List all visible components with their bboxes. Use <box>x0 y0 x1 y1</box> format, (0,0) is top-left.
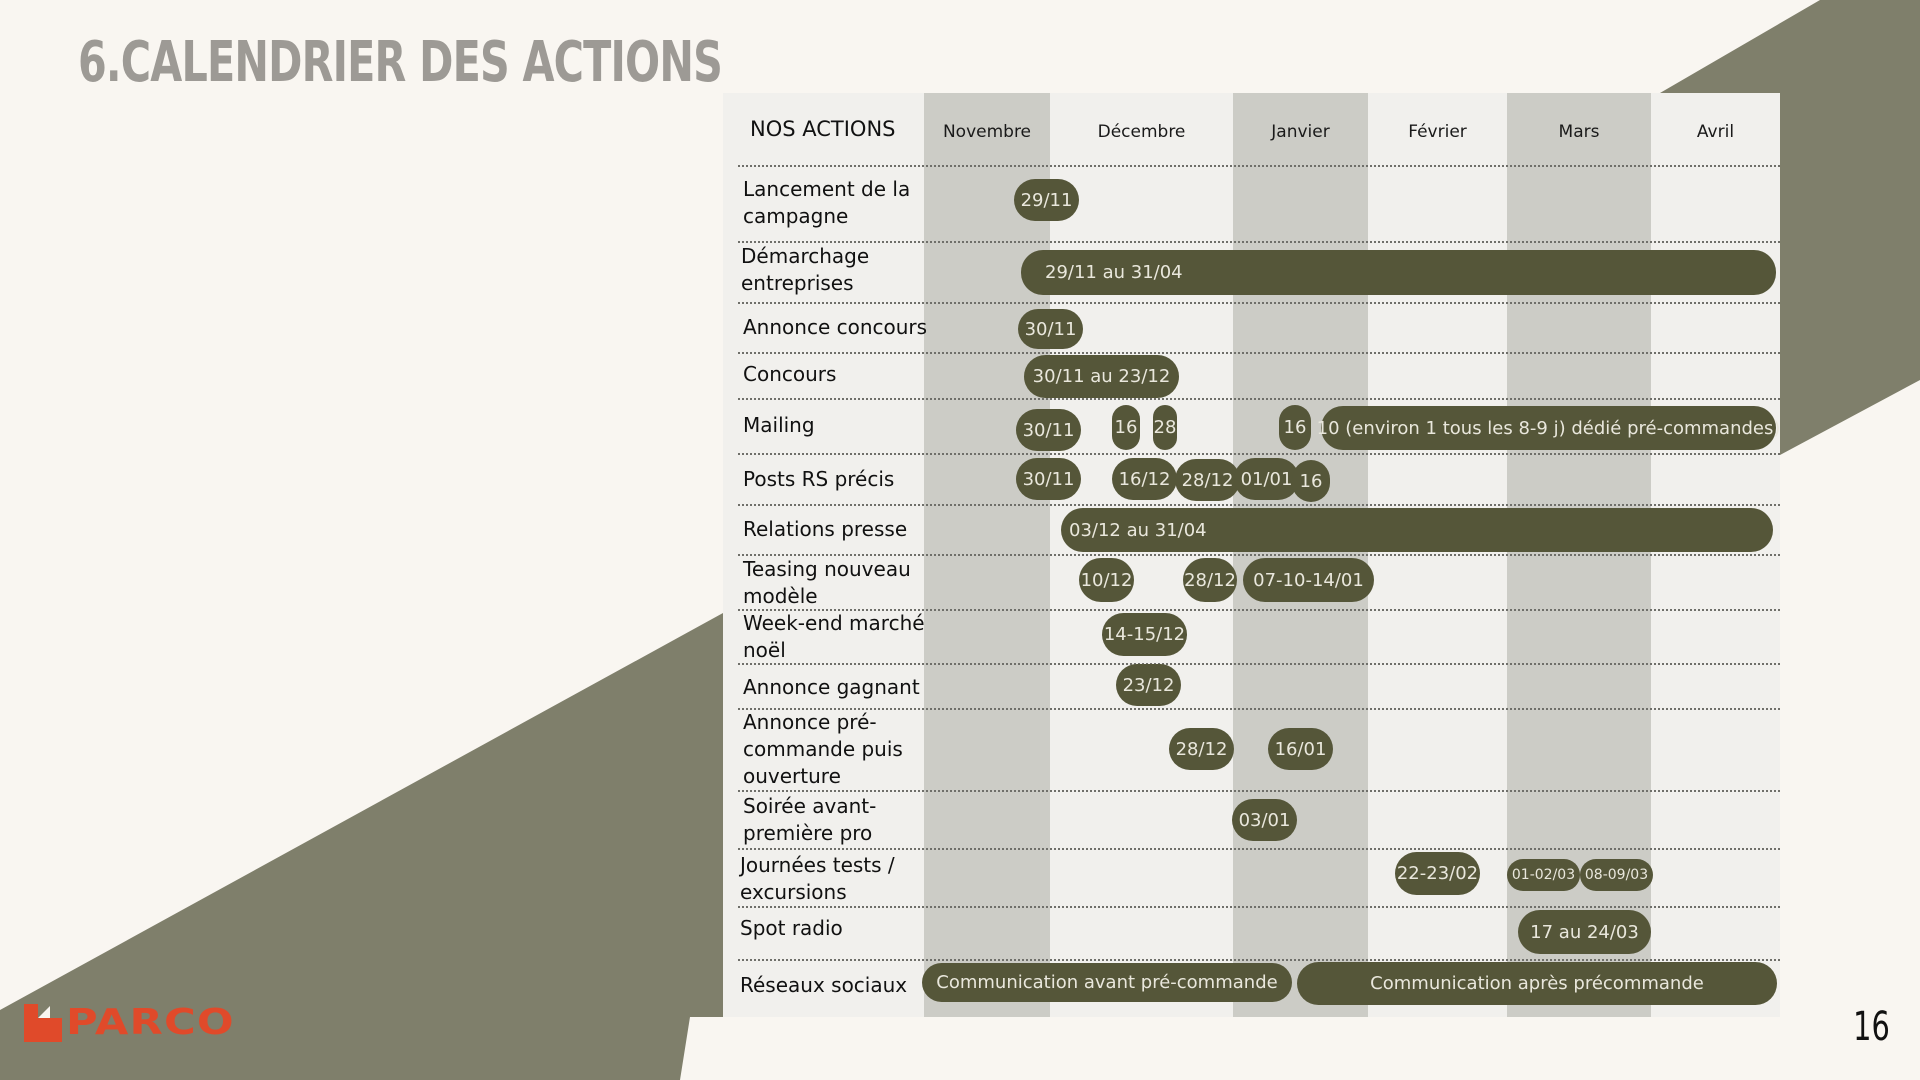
row-label-reseaux-sociaux: Réseaux sociaux <box>740 973 908 997</box>
event-pill: 30/11 <box>1016 409 1081 451</box>
event-pill: 28 <box>1153 405 1177 450</box>
event-pill: 16 <box>1292 460 1330 502</box>
row-divider <box>738 790 1780 792</box>
page-number: 16 <box>1853 1004 1890 1050</box>
event-pill: Communication après précommande <box>1297 962 1777 1005</box>
event-pill: 01-02/03 <box>1507 859 1580 891</box>
event-pill: 29/11 au 31/04 <box>1021 250 1776 295</box>
row-label-journees-tests: Journées tests / excursions <box>740 853 895 904</box>
month-header-janvier: Janvier <box>1271 122 1330 142</box>
row-divider <box>738 352 1780 354</box>
event-pill: 16/12 <box>1112 458 1177 500</box>
event-pill: 23/12 <box>1116 664 1181 706</box>
row-label-demarchage: Démarchage entreprises <box>741 244 870 295</box>
row-label-concours: Concours <box>743 362 837 386</box>
row-divider <box>738 959 1780 961</box>
row-label-annonce-gagnant: Annonce gagnant <box>743 675 920 699</box>
row-label-soiree: Soirée avant-première pro <box>743 794 877 845</box>
event-pill: Communication avant pré-commande <box>922 963 1292 1002</box>
event-pill: 10 (environ 1 tous les 8-9 j) dédié pré-commandes) <box>1321 406 1776 450</box>
event-pill: 16/01 <box>1268 728 1333 770</box>
event-pill: 07-10-14/01 <box>1243 558 1374 602</box>
event-pill: 28/12 <box>1169 728 1234 770</box>
actions-column-header: NOS ACTIONS <box>750 117 896 141</box>
event-pill: 03/01 <box>1232 799 1297 841</box>
event-pill: 16 <box>1112 405 1140 450</box>
month-header-avril: Avril <box>1696 122 1735 142</box>
row-label-lancement: Lancement de la campagne <box>743 177 911 228</box>
row-label-annonce-precommande: Annonce pré-commande puis ouverture <box>743 710 903 788</box>
event-pill: 30/11 au 23/12 <box>1024 355 1179 398</box>
month-header-novembre: Novembre <box>942 122 1032 142</box>
event-pill: 30/11 <box>1016 458 1081 500</box>
event-pill: 29/11 <box>1014 179 1079 221</box>
event-pill: 08-09/03 <box>1580 859 1653 891</box>
event-pill: 17 au 24/03 <box>1518 910 1651 954</box>
event-pill: 14-15/12 <box>1102 613 1187 656</box>
row-divider <box>738 906 1780 908</box>
row-divider <box>738 165 1780 167</box>
month-header-decembre: Décembre <box>1097 122 1186 142</box>
logo-text: PARCO <box>66 1002 235 1043</box>
row-label-mailing: Mailing <box>743 413 815 437</box>
event-pill: 30/11 <box>1018 309 1083 349</box>
row-label-relations-presse: Relations presse <box>743 517 908 541</box>
row-divider <box>738 398 1780 400</box>
row-divider <box>738 453 1780 455</box>
action-calendar-table <box>723 93 1780 1017</box>
parco-logo <box>24 1002 235 1043</box>
row-label-teasing: Teasing nouveau modèle <box>743 557 911 608</box>
event-pill: 28/12 <box>1175 459 1240 501</box>
event-pill: 03/12 au 31/04 <box>1061 508 1773 552</box>
month-header-fevrier: Février <box>1408 122 1467 142</box>
event-pill: 10/12 <box>1079 558 1134 602</box>
event-pill: 16 <box>1279 405 1311 450</box>
event-pill: 22-23/02 <box>1395 852 1480 895</box>
row-label-annonce-concours: Annonce concours <box>743 315 928 339</box>
row-label-posts-rs: Posts RS précis <box>743 467 895 491</box>
row-label-week-end: Week-end marché noël <box>743 611 925 662</box>
parco-logo-mark-icon <box>24 1004 62 1042</box>
row-divider <box>738 302 1780 304</box>
event-pill: 01/01 <box>1234 458 1299 500</box>
row-divider <box>738 504 1780 506</box>
month-header-mars: Mars <box>1558 122 1600 142</box>
row-label-spot-radio: Spot radio <box>740 916 843 940</box>
row-divider <box>738 848 1780 850</box>
slide-title: 6.CALENDRIER DES ACTIONS <box>78 30 723 95</box>
event-pill: 28/12 <box>1183 558 1237 602</box>
